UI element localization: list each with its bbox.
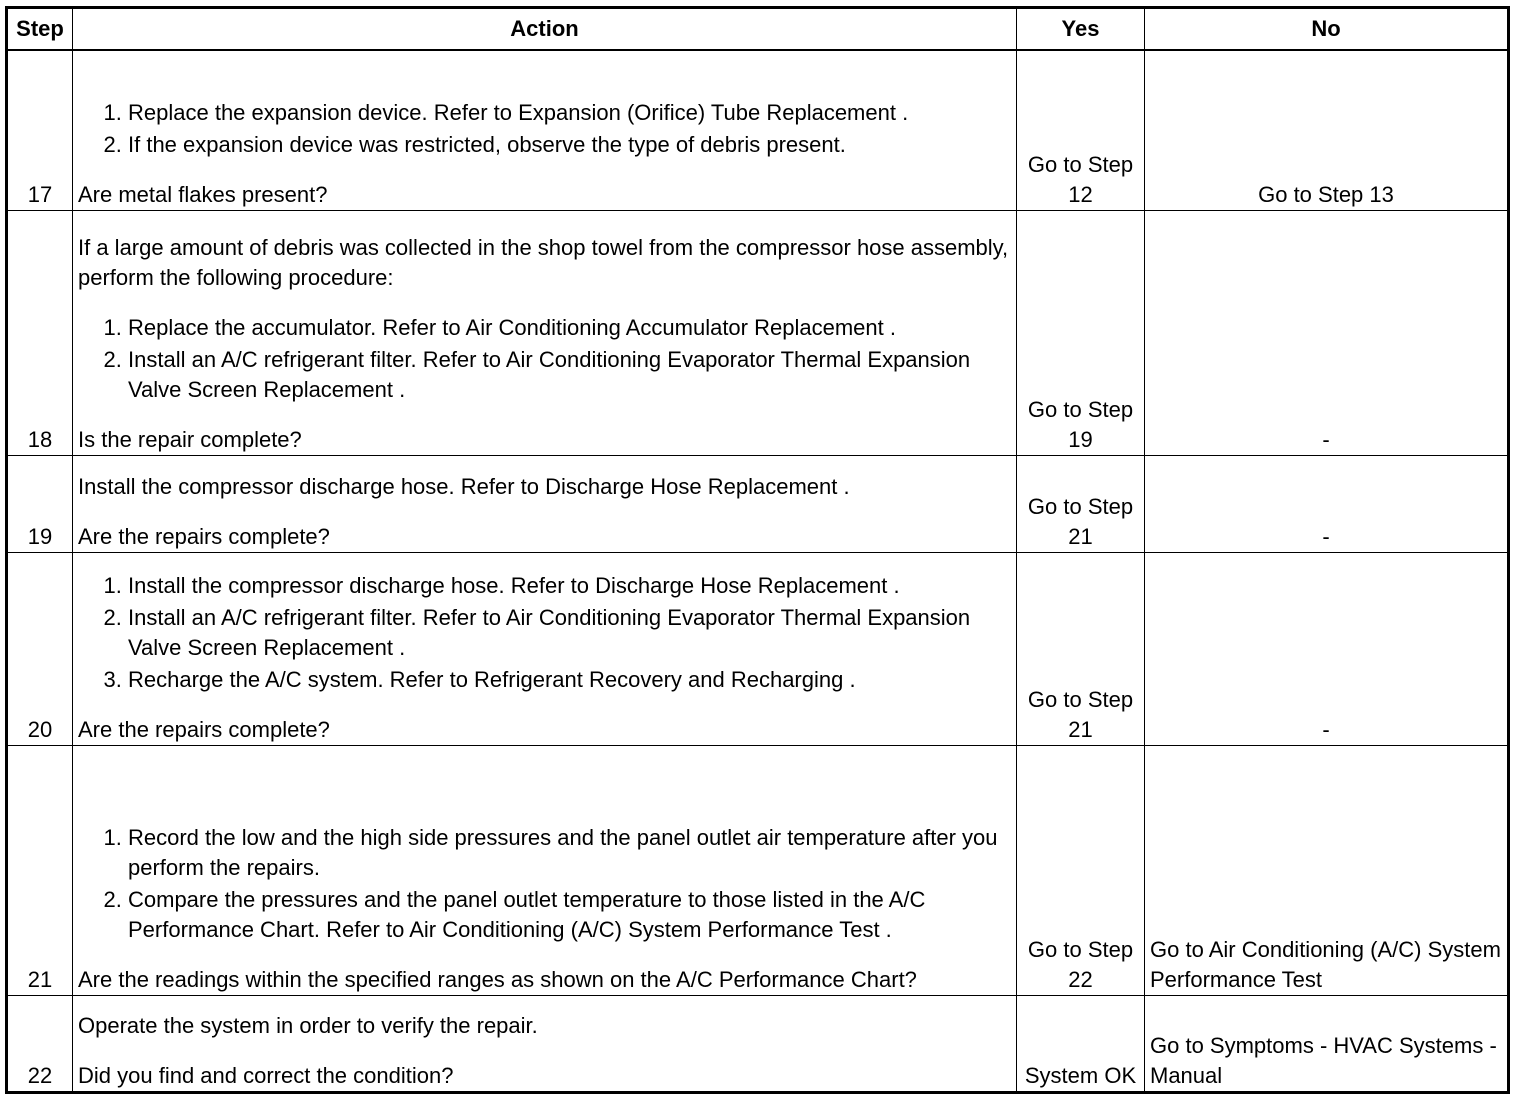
action-list — [78, 571, 1011, 695]
header-row — [7, 8, 1509, 51]
table-row — [7, 210, 1509, 455]
intro-text: Operate the system in order to verify the repair. — [78, 1012, 538, 1038]
header-action: Action — [73, 8, 1017, 51]
question-text: Are metal flakes present? — [78, 181, 328, 207]
no-result: Go to Step 13 — [1145, 50, 1509, 210]
question-text: Are the repairs complete? — [78, 716, 330, 742]
step-number: 17 — [7, 50, 73, 210]
list-item: 1. Install the compressor discharge hose. Refer to Discharge Hose Replacement . — [128, 571, 1011, 601]
action-cell — [73, 995, 1017, 1092]
no-result: - — [1145, 552, 1509, 745]
table-row — [7, 745, 1509, 995]
list-item: 2. Install an A/C refrigerant filter. Refer to Air Conditioning Evaporator Thermal Expansion Valve Screen Replacement . — [128, 345, 1011, 405]
no-result: Go to Air Conditioning (A/C) System Performance Test — [1145, 745, 1509, 995]
yes-result: System OK — [1017, 995, 1145, 1092]
step-number: 20 — [7, 552, 73, 745]
table-row — [7, 552, 1509, 745]
diagnostic-table — [5, 6, 1510, 1094]
no-result: Go to Symptoms - HVAC Systems - Manual — [1145, 995, 1509, 1092]
header-step: Step — [7, 8, 73, 51]
action-cell — [73, 455, 1017, 552]
no-result: - — [1145, 210, 1509, 455]
table-row — [7, 50, 1509, 210]
intro-text: If a large amount of debris was collected in the shop towel from the compressor hose assembly, perform the following procedure: — [78, 234, 1009, 290]
action-list — [78, 313, 1011, 405]
action-list — [78, 823, 1011, 945]
list-item: 1. Replace the expansion device. Refer to Expansion (Orifice) Tube Replacement . — [128, 98, 1011, 128]
question-text: Did you find and correct the condition? — [78, 1062, 454, 1088]
step-number: 21 — [7, 745, 73, 995]
yes-result: Go to Step 21 — [1017, 455, 1145, 552]
list-item: 1. Record the low and the high side pressures and the panel outlet air temperature after you perform the repairs. — [128, 823, 1011, 883]
yes-result: Go to Step 12 — [1017, 50, 1145, 210]
action-cell — [73, 745, 1017, 995]
yes-result: Go to Step 19 — [1017, 210, 1145, 455]
intro-text: Install the compressor discharge hose. Refer to Discharge Hose Replacement . — [78, 473, 850, 499]
question-text: Is the repair complete? — [78, 426, 302, 452]
step-number: 18 — [7, 210, 73, 455]
yes-result: Go to Step 22 — [1017, 745, 1145, 995]
list-item: 3. Recharge the A/C system. Refer to Refrigerant Recovery and Recharging . — [128, 665, 1011, 695]
table-row — [7, 995, 1509, 1092]
list-item: 2. If the expansion device was restricted, observe the type of debris present. — [128, 130, 1011, 160]
action-cell — [73, 552, 1017, 745]
question-text: Are the repairs complete? — [78, 523, 330, 549]
action-cell — [73, 210, 1017, 455]
header-no: No — [1145, 8, 1509, 51]
no-result: - — [1145, 455, 1509, 552]
list-item: 2. Install an A/C refrigerant filter. Refer to Air Conditioning Evaporator Thermal Expansion Valve Screen Replacement . — [128, 603, 1011, 663]
step-number: 22 — [7, 995, 73, 1092]
table-row — [7, 455, 1509, 552]
question-text: Are the readings within the specified ranges as shown on the A/C Performance Chart? — [78, 966, 917, 992]
yes-result: Go to Step 21 — [1017, 552, 1145, 745]
step-number: 19 — [7, 455, 73, 552]
header-yes: Yes — [1017, 8, 1145, 51]
list-item: 1. Replace the accumulator. Refer to Air Conditioning Accumulator Replacement . — [128, 313, 1011, 343]
action-cell — [73, 50, 1017, 210]
list-item: 2. Compare the pressures and the panel outlet temperature to those listed in the A/C Performance Chart. Refer to Air Conditioning (A/C) System Performance Test . — [128, 885, 1011, 945]
action-list — [78, 98, 1011, 160]
